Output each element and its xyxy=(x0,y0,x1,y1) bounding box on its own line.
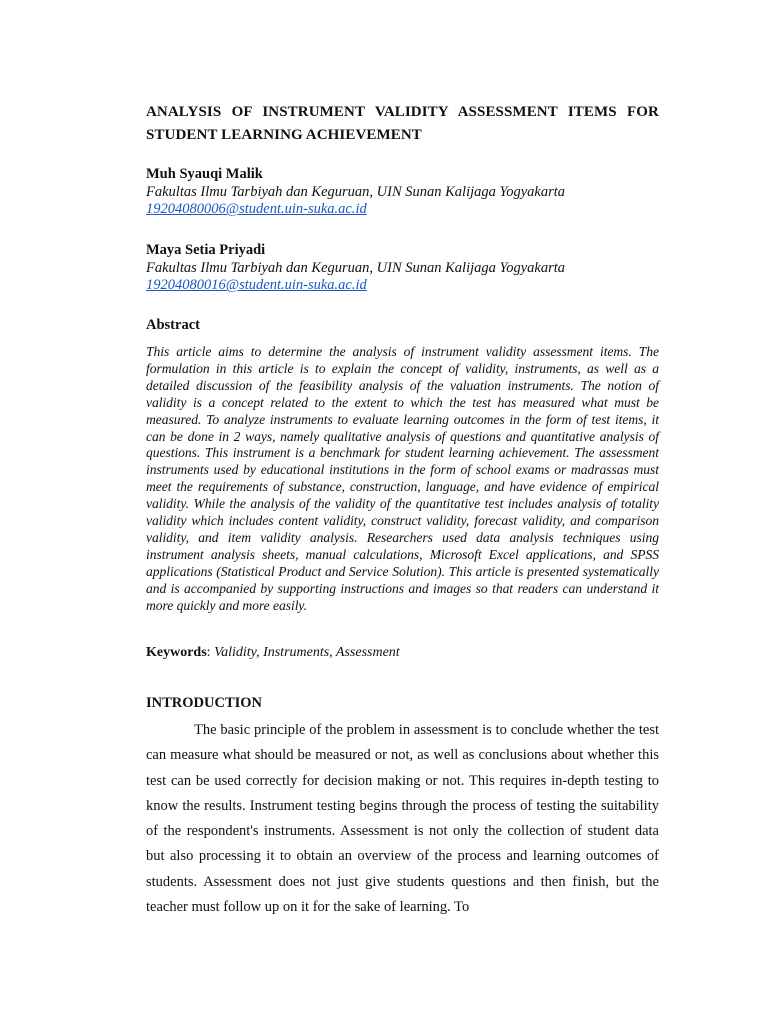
author-block-2 xyxy=(146,242,659,295)
paper-title: ANALYSIS OF INSTRUMENT VALIDITY ASSESSMENT ITEMS FOR STUDENT LEARNING ACHIEVEMENT xyxy=(146,104,659,143)
author-affiliation: Fakultas Ilmu Tarbiyah dan Keguruan, UIN Sunan Kalijaga Yogyakarta xyxy=(146,183,566,200)
author-block-1 xyxy=(146,166,659,219)
introduction-heading: INTRODUCTION xyxy=(146,695,263,711)
keywords-label: Keywords xyxy=(146,645,207,660)
abstract-text: This article aims to determine the analysis of instrument validity assessment items. The formulation in this article is to explain the concept of validity, instruments, as well as a detailed discussion of the feasibility analysis of the valuation instruments. The notion of validity is a concept related to the extent to which the test has measured what must be measured. To analyze instruments to evaluate learning outcomes in the form of test items, it can be done in 2 ways, namely qualitative analysis of questions and quantitative analysis of questions. This instrument is a benchmark for student learning achievement. The assessment instruments used by educational institutions in the form of school exams or madrassas must meet the requirements of substance, construction, language, and have evidence of empirical validity. While the analysis of the validity of the quantitative test includes analysis of totality validity which includes content validity, construct validity, forecast validity, and comparison validity, and item validity analysis. Researchers used data analysis techniques using instrument analysis sheets, manual calculations, Microsoft Excel applications, and SPSS applications (Statistical Product and Service Solution). This article is presented systematically and is accompanied by supporting instructions and images so that readers can understand it more quickly and more easily. xyxy=(146,344,659,613)
author-email-link[interactable]: 19204080016@student.uin-suka.ac.id xyxy=(146,277,367,293)
keywords-values: Validity, Instruments, Assessment xyxy=(214,645,400,660)
introduction-paragraph: The basic principle of the problem in assessment is to conclude whether the test can measure what should be measured or not, as well as conclusions about whether this test can be used correctly for decision making or not. This requires in-depth testing to know the results. Instrument testing begins through the process of testing the suitability of the respondent's instruments. Assessment is not only the collection of student data but also processing it to obtain an overview of the process and learning outcomes of students. Assessment does not just give students questions and then finish, but the teacher must follow up on it for the sake of learning. To xyxy=(146,722,659,916)
author-name: Muh Syauqi Malik xyxy=(146,166,263,182)
author-email-link[interactable]: 19204080006@student.uin-suka.ac.id xyxy=(146,201,367,217)
author-name: Maya Setia Priyadi xyxy=(146,242,266,258)
keywords-separator: : xyxy=(206,645,211,660)
keywords-line xyxy=(146,645,400,661)
author-affiliation: Fakultas Ilmu Tarbiyah dan Keguruan, UIN Sunan Kalijaga Yogyakarta xyxy=(146,259,566,276)
introduction-body xyxy=(146,718,659,920)
abstract-heading: Abstract xyxy=(146,317,200,333)
